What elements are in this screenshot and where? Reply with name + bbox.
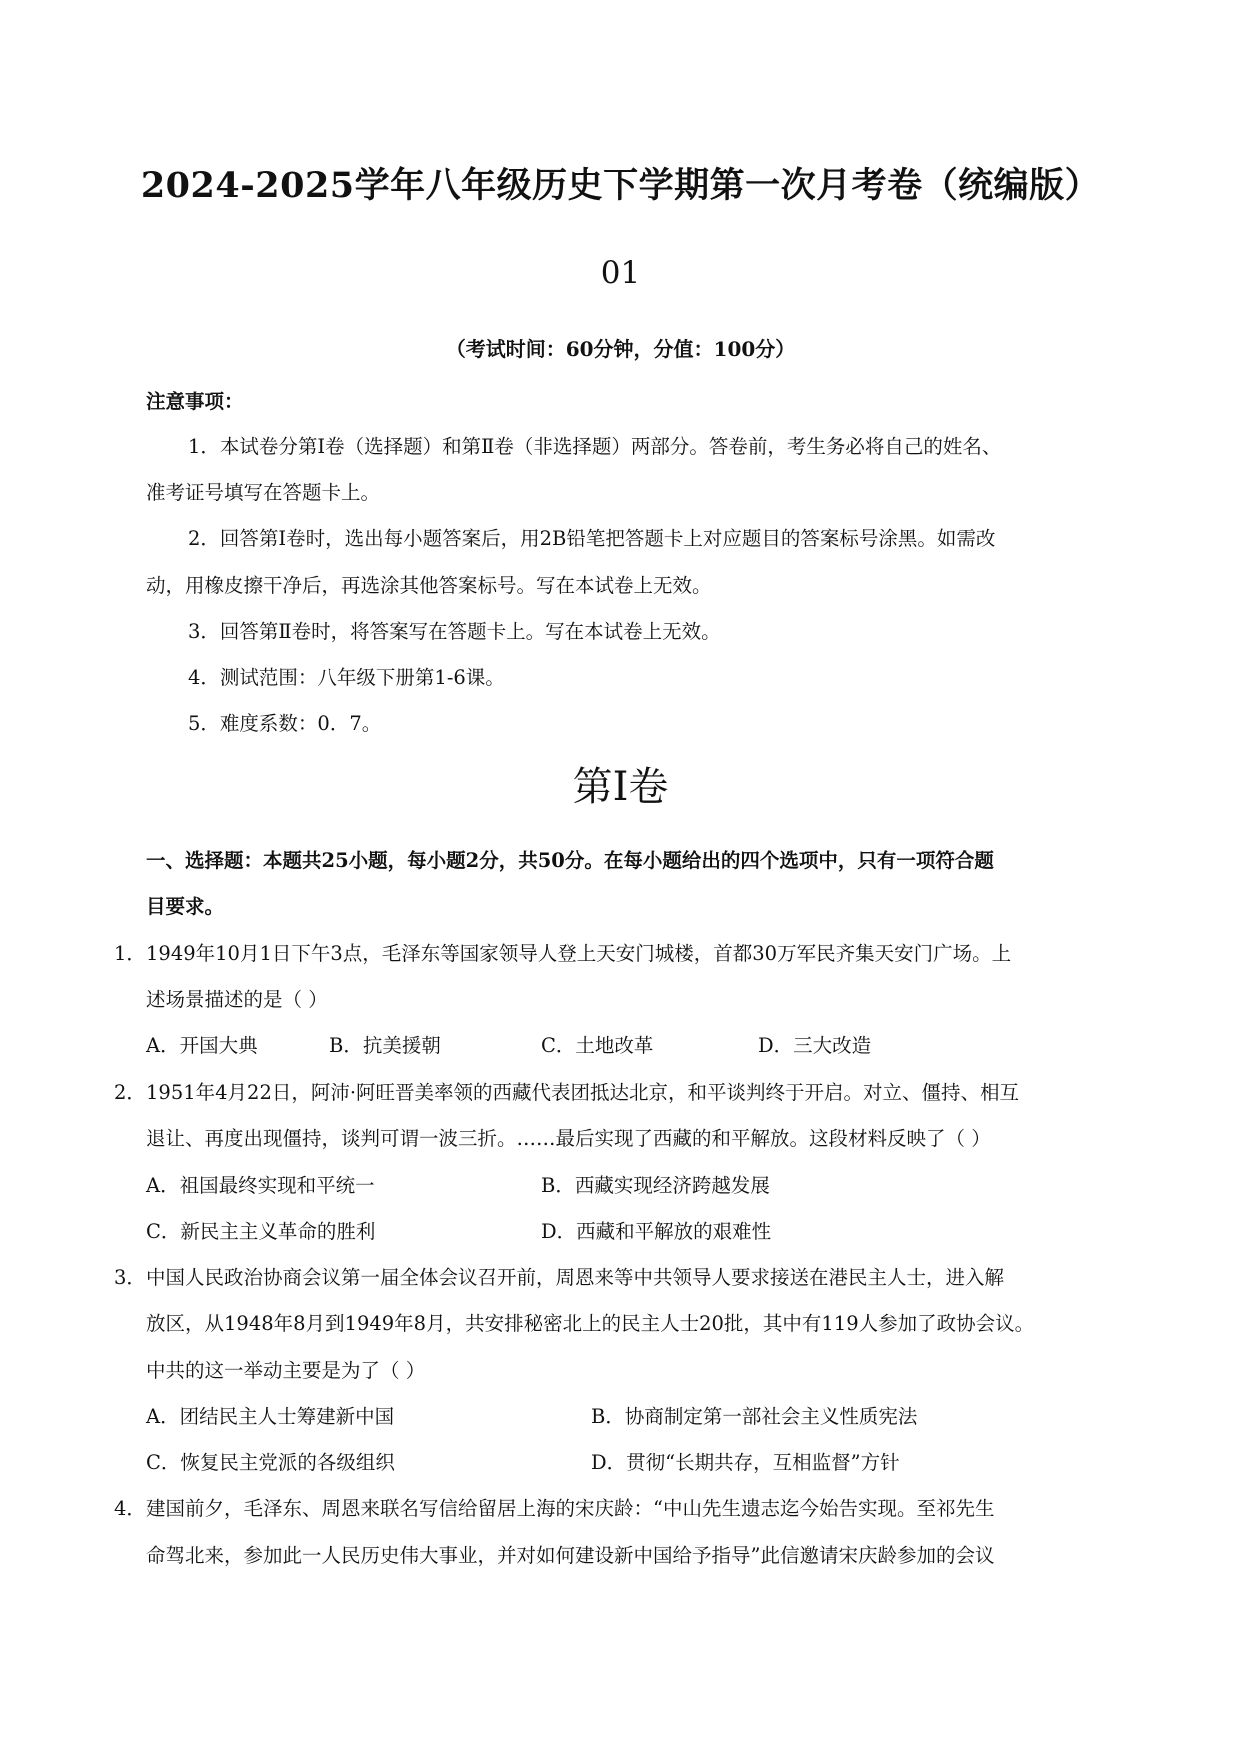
option-a: A．祖国最终实现和平统一 — [146, 1174, 375, 1197]
question-text: 中国人民政治协商会议第一届全体会议召开前，周恩来等中共领导人要求接送在港民主人士，进入解 — [146, 1266, 1005, 1289]
question-text: 1951年4月22日，阿沛·阿旺晋美率领的西藏代表团抵达北京，和平谈判终于开启。对立、僵持、相互 — [146, 1081, 1020, 1104]
option-d: D．贯彻“长期共存，互相监督”方针 — [591, 1451, 900, 1474]
option-a: A．开国大典 — [146, 1034, 258, 1057]
option-b: B．西藏实现经济跨越发展 — [541, 1174, 770, 1197]
notice-line: 2．回答第Ⅰ卷时，选出每小题答案后，用2B铅笔把答题卡上对应题目的答案标号涂黑。如需改 — [188, 527, 996, 550]
question-text: 述场景描述的是（ ） — [146, 988, 328, 1011]
question-text: 1949年10月1日下午3点，毛泽东等国家领导人登上天安门城楼，首都30万军民齐集天安门广场。上 — [146, 942, 1012, 965]
notice-line: 1．本试卷分第Ⅰ卷（选择题）和第Ⅱ卷（非选择题）两部分。答卷前，考生务必将自己的姓名、 — [188, 435, 1002, 458]
question-text: 建国前夕，毛泽东、周恩来联名写信给留居上海的宋庆龄：“中山先生遗志迄今始告实现。至祁先生 — [146, 1497, 995, 1520]
question-number: 2． — [114, 1081, 146, 1104]
question-text: 退让、再度出现僵持，谈判可谓一波三折。……最后实现了西藏的和平解放。这段材料反映了（ ） — [146, 1127, 991, 1150]
question-number: 4． — [114, 1497, 146, 1520]
question-number: 1． — [114, 942, 146, 965]
page-title: 2024-2025学年八年级历史下学期第一次月考卷（统编版） — [140, 165, 1101, 206]
notice-line: 4．测试范围：八年级下册第1-6课。 — [188, 666, 505, 689]
question-text: 命驾北来，参加此一人民历史伟大事业，并对如何建设新中国给予指导”此信邀请宋庆龄参加的会议 — [146, 1544, 995, 1567]
option-b: B．抗美援朝 — [329, 1034, 441, 1057]
notice-line: 动，用橡皮擦干净后，再选涂其他答案标号。写在本试卷上无效。 — [146, 574, 712, 597]
option-b: B．协商制定第一部社会主义性质宪法 — [591, 1405, 918, 1428]
question-text: 中共的这一举动主要是为了（ ） — [146, 1359, 426, 1382]
option-c: C．新民主主义革命的胜利 — [146, 1220, 376, 1243]
section-heading: 一、选择题：本题共25小题，每小题2分，共50分。在每小题给出的四个选项中，只有一项符合题 — [146, 849, 994, 872]
option-c: C．恢复民主党派的各级组织 — [146, 1451, 395, 1474]
option-d: D．三大改造 — [758, 1034, 872, 1057]
volume-title: 第Ⅰ卷 — [572, 764, 669, 810]
option-a: A．团结民主人士筹建新中国 — [146, 1405, 395, 1428]
question-number: 3． — [114, 1266, 146, 1289]
notice-line: 5．难度系数：0．7。 — [188, 712, 382, 735]
notice-line: 3．回答第Ⅱ卷时，将答案写在答题卡上。写在本试卷上无效。 — [188, 620, 721, 643]
question-text: 放区，从1948年8月到1949年8月，共安排秘密北上的民主人士20批，其中有119人参加了政协会议。 — [146, 1312, 1035, 1335]
section-heading: 目要求。 — [146, 895, 225, 918]
paper-number: 01 — [600, 255, 641, 291]
option-d: D．西藏和平解放的艰难性 — [541, 1220, 772, 1243]
notice-line: 准考证号填写在答题卡上。 — [146, 481, 381, 504]
notice-heading: 注意事项： — [146, 390, 244, 413]
exam-info: （考试时间：60分钟，分值：100分） — [445, 337, 796, 361]
option-c: C．土地改革 — [541, 1034, 654, 1057]
